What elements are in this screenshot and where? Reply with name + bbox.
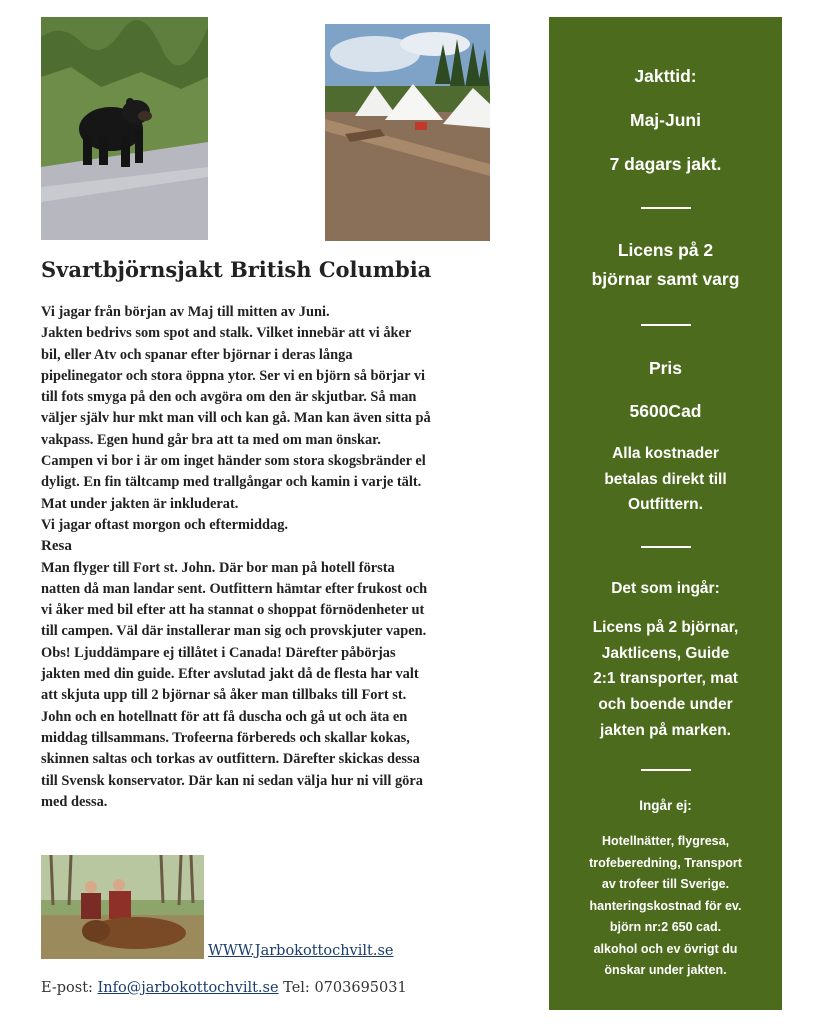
page-title: Svartbjörnsjakt British Columbia [41, 257, 432, 282]
price-label: Pris [648, 358, 683, 378]
travel-line: John och en hotellnatt för att få duscha och gå ut och äta en [41, 708, 408, 725]
travel-line: till Svensk konservator. Där kan ni sedan välja hur ni vill göra [41, 772, 423, 789]
email-link[interactable]: Info@jarbokottochvilt.se [97, 980, 279, 996]
included-line: 2:1 transporter, mat [593, 670, 738, 687]
costs-line: betalas direkt till [604, 471, 727, 488]
body-line: vakpass. Egen hund går bra att ta med om man önskar. [41, 431, 381, 448]
costs-line: Outfittern. [628, 496, 703, 513]
divider [641, 324, 691, 326]
season-label: Jakttid: [634, 66, 697, 86]
body-line: Mat under jakten är inkluderat. [41, 495, 239, 512]
travel-line: att skjuta upp till 2 björnar så åker man tillbaks till Fort st. [41, 687, 407, 704]
contact-line [41, 980, 407, 996]
main-description [41, 302, 536, 813]
included-line: jakten på marken. [600, 722, 731, 739]
phone-number: 0703695031 [314, 980, 407, 996]
travel-line: med dessa. [41, 793, 108, 810]
license-line: Licens på 2 [617, 240, 714, 260]
body-line: Vi jagar från början av Maj till mitten av Juni. [41, 304, 330, 320]
excluded-line: trofeberedning, Transport [589, 856, 742, 870]
divider [641, 207, 691, 209]
excluded-line: björn nr:2 650 cad. [609, 920, 722, 934]
divider [641, 769, 691, 771]
travel-line: skinnen saltas och torkas av outfittern. Därefter skickas dessa [41, 751, 420, 768]
body-line: till fots smyga på den och avgöra om den är skjutbar. Så man [41, 389, 417, 406]
travel-line: Man flyger till Fort st. John. Där bor man på hotell första [41, 559, 395, 576]
info-sidebar [549, 17, 782, 1010]
body-line: bil, eller Atv och spanar efter björnar i deras långa [41, 346, 353, 363]
excluded-line: alkohol och ev övrigt du [593, 942, 738, 956]
divider [641, 546, 691, 548]
travel-line: Obs! Ljuddämpare ej tillåtet i Canada! Därefter påbörjas [41, 644, 396, 661]
body-line: dyligt. En fin tältcamp med trallgångar och kamin i varje tält. [41, 474, 422, 491]
excluded-line: Hotellnätter, flygresa, [601, 834, 730, 848]
included-label: Det som ingår: [611, 580, 720, 597]
body-line: Campen vi bor i är om inget händer som stora skogsbränder el [41, 453, 426, 470]
black-bear-photo [41, 17, 208, 240]
body-line: väljer själv hur mkt man vill och kan gå. Man kan även sitta på [41, 410, 431, 427]
costs-line: Alla kostnader [612, 445, 719, 462]
season-value: Maj-Juni [630, 110, 701, 130]
travel-line: middag tillsammans. Trofeerna förbereds och skallar kokas, [41, 729, 410, 746]
body-line: Vi jagar oftast morgon och eftermiddag. [41, 516, 288, 533]
website-link[interactable]: WWW.Jarbokottochvilt.se [208, 943, 394, 959]
travel-line: vi åker med bil efter att ha stannat o shoppat förnödenheter ut [41, 602, 425, 619]
body-line: Jakten bedrivs som spot and stalk. Vilket innebär att vi åker [41, 325, 412, 342]
travel-line: jakten med din guide. Efter avslutad jakt då de flesta har valt [41, 666, 419, 683]
excluded-line: hanteringskostnad för ev. [589, 899, 742, 913]
included-line: Licens på 2 björnar, [592, 619, 739, 636]
email-label: E-post: [41, 980, 93, 996]
license-line: björnar samt varg [591, 269, 740, 289]
tent-camp-photo [325, 24, 490, 241]
included-line: och boende under [598, 696, 733, 713]
included-line: Jaktlicens, Guide [601, 645, 730, 662]
duration: 7 dagars jakt. [609, 154, 722, 174]
excluded-label: Ingår ej: [639, 798, 692, 813]
travel-line: natten då man landar sent. Outfittern hämtar efter frukost och [41, 580, 428, 597]
excluded-line: önskar under jakten. [604, 963, 727, 977]
phone-label: Tel: [283, 980, 310, 996]
price-value: 5600Cad [629, 401, 702, 421]
excluded-line: av trofeer till Sverige. [601, 877, 730, 891]
travel-heading: Resa [41, 538, 72, 555]
body-line: pipelinegator och stora öppna ytor. Ser vi en björn så börjar vi [41, 367, 426, 384]
travel-line: till campen. Väl där installerar man sig och provskjuter vapen. [41, 623, 427, 640]
hunters-trophy-photo [41, 855, 204, 959]
